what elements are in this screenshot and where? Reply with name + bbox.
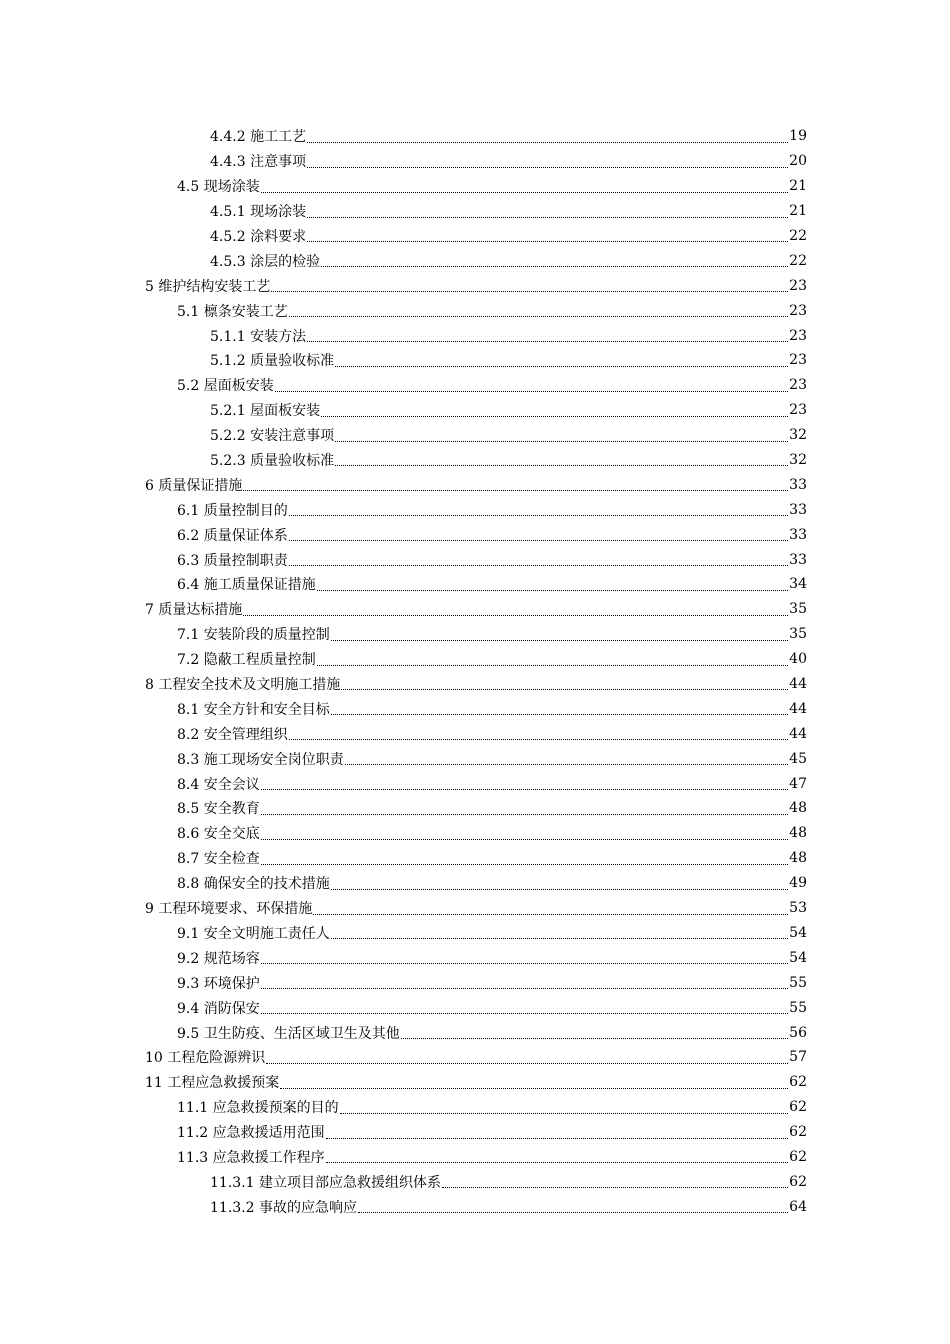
toc-entry-page-number: 33	[789, 476, 807, 493]
toc-entry[interactable]	[0, 298, 950, 323]
toc-entry-title: 6 质量保证措施	[145, 477, 243, 494]
dot-leader	[280, 1087, 788, 1089]
toc-entry-page-number: 40	[789, 651, 807, 668]
toc-entry-page-number: 35	[789, 626, 807, 643]
toc-entry[interactable]	[0, 871, 950, 896]
toc-entry-page-number: 35	[789, 601, 807, 618]
toc-entry-row	[177, 871, 807, 896]
toc-entry-row	[210, 1194, 807, 1219]
toc-entry-title: 9.2 规范场容	[177, 950, 260, 967]
toc-entry-page-number: 62	[789, 1074, 807, 1091]
toc-entry-row	[177, 572, 807, 597]
dot-leader	[243, 489, 788, 491]
toc-entry-row	[177, 846, 807, 871]
toc-entry[interactable]	[0, 1120, 950, 1145]
toc-entry-row	[210, 224, 807, 249]
dot-leader	[335, 365, 788, 367]
toc-entry[interactable]	[0, 547, 950, 572]
toc-entry[interactable]	[0, 448, 950, 473]
toc-entry-page-number: 32	[789, 452, 807, 469]
toc-entry-row	[210, 323, 807, 348]
toc-entry-row	[177, 174, 807, 199]
toc-entry-title: 5.1.2 质量验收标准	[210, 353, 335, 370]
toc-entry-page-number: 23	[789, 377, 807, 394]
toc-entry-page-number: 47	[789, 775, 807, 792]
toc-entry-page-number: 57	[789, 1049, 807, 1066]
toc-entry-row	[177, 1120, 807, 1145]
toc-entry-title: 8.3 施工现场安全岗位职责	[177, 751, 344, 768]
toc-entry[interactable]	[0, 945, 950, 970]
toc-entry-row	[177, 373, 807, 398]
toc-entry-row	[177, 1145, 807, 1170]
toc-entry[interactable]	[0, 174, 950, 199]
toc-entry-row	[145, 273, 807, 298]
toc-entry-page-number: 54	[789, 949, 807, 966]
dot-leader	[289, 514, 788, 516]
toc-entry[interactable]	[0, 472, 950, 497]
toc-entry-row	[177, 522, 807, 547]
toc-entry[interactable]	[0, 970, 950, 995]
toc-entry-row	[177, 622, 807, 647]
toc-entry-page-number: 62	[789, 1099, 807, 1116]
dot-leader	[307, 340, 788, 342]
toc-entry-title: 11.2 应急救援适用范围	[177, 1125, 325, 1142]
toc-entry-title: 8.4 安全会议	[177, 776, 260, 793]
dot-leader	[261, 1012, 788, 1014]
toc-entry-title: 7.1 安装阶段的质量控制	[177, 627, 330, 644]
dot-leader	[307, 216, 788, 218]
toc-entry-row	[210, 149, 807, 174]
toc-entry-title: 4.4.3 注意事项	[210, 154, 307, 171]
toc-entry-page-number: 22	[789, 228, 807, 244]
dot-leader	[331, 937, 788, 939]
toc-entry-page-number: 56	[789, 1024, 807, 1041]
toc-entry-title: 7.2 隐蔽工程质量控制	[177, 652, 316, 669]
toc-entry-title: 8.1 安全方针和安全目标	[177, 701, 330, 718]
toc-entry-title: 4.5.3 涂层的检验	[210, 253, 321, 270]
toc-entry-title: 11.1 应急救援预案的目的	[177, 1100, 339, 1117]
toc-entry-row	[145, 597, 807, 622]
toc-entry-title: 5.1.1 安装方法	[210, 328, 307, 345]
toc-entry-title: 5.2.2 安装注意事项	[210, 428, 335, 445]
toc-entry[interactable]	[0, 921, 950, 946]
toc-entry[interactable]	[0, 149, 950, 174]
toc-entry-title: 9 工程环境要求、环保措施	[145, 901, 313, 918]
dot-leader	[313, 913, 788, 915]
toc-entry-page-number: 23	[789, 352, 807, 369]
toc-entry-page-number: 44	[789, 725, 807, 742]
toc-entry-page-number: 32	[789, 427, 807, 444]
dot-leader	[307, 240, 788, 242]
toc-entry-title: 8.8 确保安全的技术措施	[177, 876, 330, 893]
dot-leader	[345, 763, 788, 765]
dot-leader	[321, 265, 788, 267]
toc-entry-row	[210, 124, 807, 149]
toc-entry-page-number: 48	[789, 850, 807, 867]
toc-entry-row	[145, 672, 807, 697]
toc-entry-page-number: 23	[789, 327, 807, 344]
dot-leader	[331, 713, 788, 715]
dot-leader	[275, 390, 788, 392]
toc-entry-title: 9.3 环境保护	[177, 975, 260, 992]
toc-entry-title: 10 工程危险源辨识	[145, 1050, 266, 1067]
toc-entry-row	[177, 298, 807, 323]
dot-leader	[326, 1137, 789, 1139]
toc-entry-title: 11.3.1 建立项目部应急救援组织体系	[210, 1174, 441, 1191]
dot-leader	[261, 191, 788, 193]
toc-entry-title: 9.1 安全文明施工责任人	[177, 925, 330, 942]
dot-leader	[261, 863, 788, 865]
toc-entry-row	[145, 896, 807, 921]
toc-entry-title: 8.2 安全管理组织	[177, 726, 288, 743]
dot-leader	[289, 738, 788, 740]
toc-entry-title: 9.4 消防保安	[177, 1000, 260, 1017]
toc-entry-page-number: 62	[789, 1148, 807, 1165]
toc-entry-page-number: 23	[789, 402, 807, 419]
dot-leader	[326, 1161, 789, 1163]
toc-entry-title: 4.4.2 施工工艺	[210, 129, 307, 146]
dot-leader	[401, 1037, 788, 1039]
dot-leader	[266, 1062, 788, 1064]
toc-entry-row	[177, 1020, 807, 1045]
toc-entry-title: 11 工程应急救援预案	[145, 1075, 280, 1092]
toc-entry-row	[210, 348, 807, 373]
toc-entry-title: 11.3.2 事故的应急响应	[210, 1199, 357, 1216]
table-of-contents	[0, 124, 950, 1219]
toc-entry[interactable]	[0, 771, 950, 796]
dot-leader	[261, 987, 788, 989]
toc-entry[interactable]	[0, 124, 950, 149]
toc-entry[interactable]	[0, 522, 950, 547]
toc-entry-row	[210, 1169, 807, 1194]
toc-entry-title: 8.5 安全教育	[177, 801, 260, 818]
toc-entry-page-number: 21	[789, 178, 807, 195]
dot-leader	[289, 539, 788, 541]
toc-entry[interactable]	[0, 696, 950, 721]
dot-leader	[317, 589, 788, 591]
toc-entry-row	[177, 970, 807, 995]
toc-entry-page-number: 33	[789, 551, 807, 568]
toc-entry-row	[210, 248, 807, 273]
dot-leader	[331, 888, 788, 890]
toc-entry[interactable]	[0, 597, 950, 622]
toc-entry-page-number: 55	[789, 999, 807, 1016]
toc-entry[interactable]	[0, 896, 950, 921]
toc-entry-row	[177, 771, 807, 796]
toc-entry-title: 6.1 质量控制目的	[177, 502, 288, 519]
toc-entry-row	[210, 448, 807, 473]
toc-entry-page-number: 20	[789, 153, 807, 170]
toc-entry-page-number: 23	[789, 277, 807, 294]
toc-entry-page-number: 48	[789, 825, 807, 842]
dot-leader	[289, 315, 788, 317]
toc-entry[interactable]	[0, 846, 950, 871]
dot-leader	[321, 415, 788, 417]
dot-leader	[307, 166, 788, 168]
dot-leader	[261, 788, 788, 790]
toc-entry-page-number: 49	[789, 875, 807, 892]
toc-entry[interactable]	[0, 1070, 950, 1095]
toc-entry[interactable]	[0, 398, 950, 423]
toc-entry[interactable]	[0, 1045, 950, 1070]
toc-entry[interactable]	[0, 572, 950, 597]
toc-entry[interactable]	[0, 1145, 950, 1170]
toc-entry-title: 4.5.2 涂料要求	[210, 229, 307, 245]
toc-entry-row	[177, 1095, 807, 1120]
dot-leader	[271, 290, 788, 292]
toc-entry-row	[177, 547, 807, 572]
toc-entry-page-number: 23	[789, 302, 807, 319]
toc-entry[interactable]	[0, 1095, 950, 1120]
toc-entry-row	[177, 696, 807, 721]
toc-entry-page-number: 64	[789, 1198, 807, 1215]
toc-entry-page-number: 54	[789, 924, 807, 941]
toc-entry-page-number: 33	[789, 526, 807, 543]
toc-entry-row	[177, 647, 807, 672]
toc-entry[interactable]	[0, 647, 950, 672]
toc-entry[interactable]	[0, 497, 950, 522]
toc-entry[interactable]	[0, 995, 950, 1020]
toc-entry[interactable]	[0, 373, 950, 398]
toc-entry-page-number: 48	[789, 800, 807, 817]
toc-entry[interactable]	[0, 672, 950, 697]
toc-entry-title: 8.7 安全检查	[177, 851, 260, 868]
toc-entry[interactable]	[0, 273, 950, 298]
toc-entry-page-number: 55	[789, 974, 807, 991]
toc-entry[interactable]	[0, 224, 950, 249]
dot-leader	[335, 464, 788, 466]
toc-entry-page-number: 53	[789, 900, 807, 917]
toc-entry-page-number: 44	[789, 676, 807, 693]
toc-entry-row	[145, 472, 807, 497]
toc-entry-page-number: 62	[789, 1124, 807, 1141]
toc-entry[interactable]	[0, 622, 950, 647]
toc-entry[interactable]	[0, 1169, 950, 1194]
toc-entry-row	[210, 199, 807, 224]
toc-entry-row	[210, 423, 807, 448]
dot-leader	[358, 1211, 788, 1213]
dot-leader	[317, 664, 788, 666]
toc-entry-title: 6.2 质量保证体系	[177, 527, 288, 544]
toc-entry-title: 7 质量达标措施	[145, 602, 243, 619]
dot-leader	[340, 1112, 789, 1114]
toc-entry-page-number: 21	[789, 203, 807, 220]
toc-entry-page-number: 62	[789, 1173, 807, 1190]
dot-leader	[341, 688, 788, 690]
toc-entry-page-number: 22	[789, 252, 807, 269]
dot-leader	[261, 838, 788, 840]
toc-entry-title: 5.1 檩条安装工艺	[177, 303, 288, 320]
dot-leader	[243, 614, 788, 616]
dot-leader	[335, 440, 788, 442]
toc-entry-row	[177, 746, 807, 771]
toc-entry-row	[210, 398, 807, 423]
toc-entry-row	[177, 796, 807, 821]
toc-entry-title: 8.6 安全交底	[177, 826, 260, 843]
toc-entry[interactable]	[0, 746, 950, 771]
toc-entry-title: 11.3 应急救援工作程序	[177, 1149, 325, 1166]
toc-entry-row	[145, 1045, 807, 1070]
toc-entry-title: 6.3 质量控制职责	[177, 552, 288, 569]
toc-entry-row	[177, 821, 807, 846]
toc-entry-title: 5.2.3 质量验收标准	[210, 453, 335, 470]
toc-entry-page-number: 44	[789, 700, 807, 717]
toc-entry-page-number: 34	[789, 576, 807, 593]
toc-entry-title: 5.2 屋面板安装	[177, 378, 274, 395]
toc-entry-title: 4.5.1 现场涂装	[210, 204, 307, 221]
toc-entry-page-number: 45	[789, 750, 807, 767]
toc-entry[interactable]	[0, 199, 950, 224]
toc-entry[interactable]	[0, 248, 950, 273]
toc-entry-title: 5.2.1 屋面板安装	[210, 403, 321, 420]
toc-entry-page-number: 19	[789, 128, 807, 145]
toc-entry[interactable]	[0, 323, 950, 348]
toc-entry-row	[145, 1070, 807, 1095]
toc-entry[interactable]	[0, 796, 950, 821]
toc-entry-row	[177, 995, 807, 1020]
toc-entry-title: 4.5 现场涂装	[177, 179, 260, 196]
toc-entry[interactable]	[0, 348, 950, 373]
toc-entry[interactable]	[0, 1194, 950, 1219]
toc-entry-row	[177, 921, 807, 946]
toc-entry[interactable]	[0, 1020, 950, 1045]
dot-leader	[261, 962, 788, 964]
toc-entry[interactable]	[0, 721, 950, 746]
toc-entry-row	[177, 497, 807, 522]
toc-entry-row	[177, 721, 807, 746]
dot-leader	[331, 639, 788, 641]
toc-entry-row	[177, 945, 807, 970]
dot-leader	[442, 1186, 788, 1188]
toc-entry-page-number: 33	[789, 501, 807, 518]
toc-entry-title: 6.4 施工质量保证措施	[177, 577, 316, 594]
toc-entry-title: 8 工程安全技术及文明施工措施	[145, 677, 341, 694]
toc-entry-title: 5 维护结构安装工艺	[145, 278, 271, 295]
dot-leader	[289, 564, 788, 566]
toc-entry[interactable]	[0, 821, 950, 846]
dot-leader	[261, 813, 788, 815]
toc-entry-title: 9.5 卫生防疫、生活区域卫生及其他	[177, 1025, 400, 1042]
dot-leader	[307, 141, 788, 143]
toc-entry[interactable]	[0, 423, 950, 448]
